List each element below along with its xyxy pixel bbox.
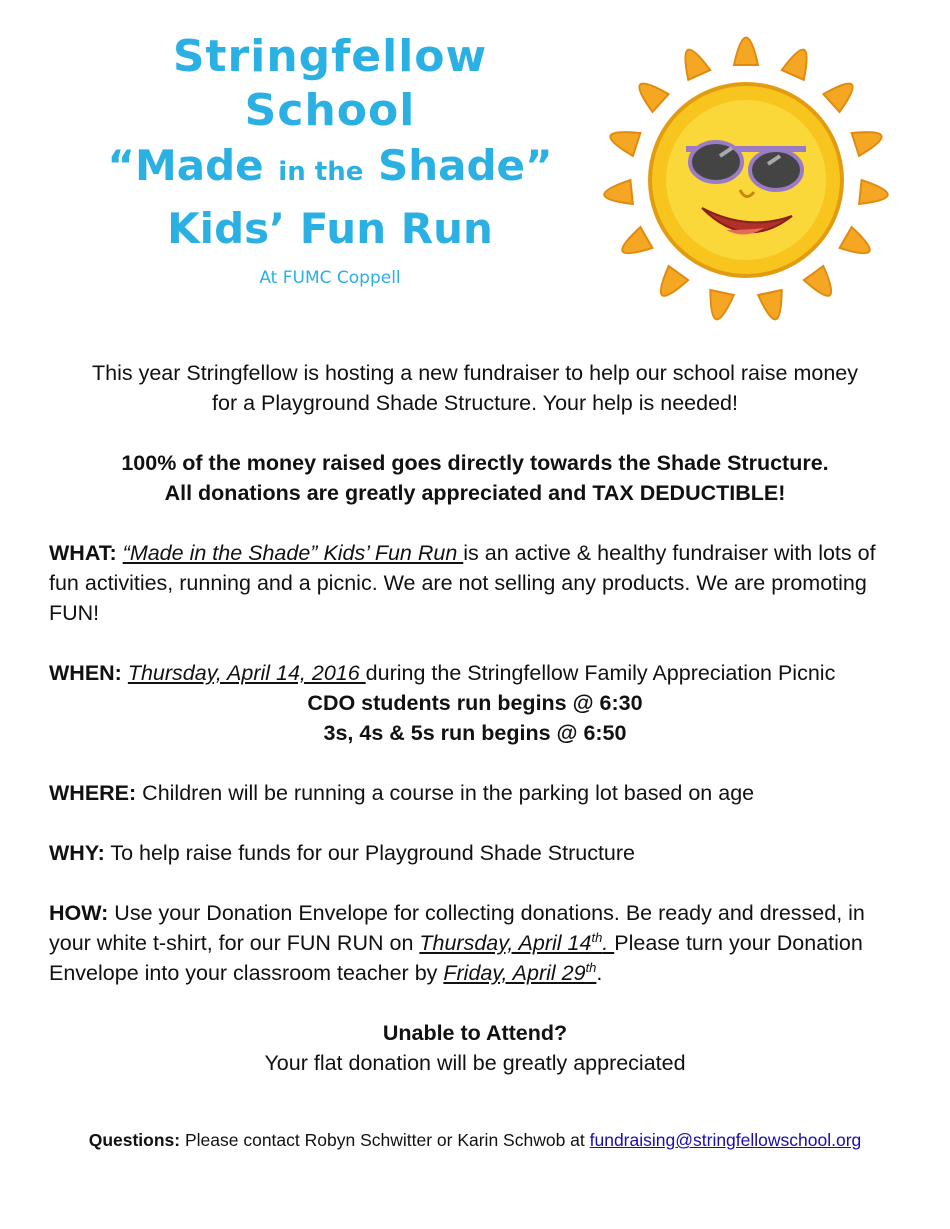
run-time-cdo: CDO students run begins @ 6:30 — [307, 691, 643, 715]
unable-heading: Unable to Attend? — [382, 1021, 568, 1045]
intro-paragraph: This year Stringfellow is hosting a new fundraiser to help our school raise money for a Playground Shade Structure. Your help is needed! — [91, 361, 859, 415]
unable-text: Your flat donation will be greatly appreciated — [264, 1051, 686, 1075]
event-name: Kids’ Fun Run — [167, 204, 493, 253]
highlight-paragraph: 100% of the money raised goes directly towards the Shade Structure. All donations are greatly appreciated and TAX DEDUCTIBLE! — [121, 451, 829, 505]
why-section: WHY: To help raise funds for our Playground Shade Structure — [49, 841, 635, 865]
school-name: Stringfellow School — [172, 31, 488, 136]
when-section: WHEN: Thursday, April 14, 2016 during the Stringfellow Family Appreciation Picnic — [49, 661, 836, 685]
what-section: WHAT: “Made in the Shade” Kids’ Fun Run is an active & healthy fundraiser with lots of fun activities, running and a picnic. We are not selling any products. We are promoting FUN! — [49, 541, 876, 625]
run-time-345: 3s, 4s & 5s run begins @ 6:50 — [323, 721, 627, 745]
where-section: WHERE: Children will be running a course in the parking lot based on age — [49, 781, 755, 805]
flyer-title — [90, 30, 570, 298]
questions-footer: Questions: Please contact Robyn Schwitter or Karin Schwob at fundraising@stringfellowschool.org — [88, 1130, 862, 1150]
sun-with-sunglasses-icon — [596, 8, 892, 352]
event-location: At FUMC Coppell — [259, 268, 401, 288]
contact-email-link[interactable]: fundraising@stringfellowschool.org — [589, 1130, 862, 1150]
event-subtitle: “Made in the Shade” — [107, 141, 553, 190]
flyer-body — [49, 358, 901, 1078]
how-section: HOW: Use your Donation Envelope for collecting donations. Be ready and dressed, in your white t-shirt, for our FUN RUN on Thursday, April 14th. Please turn your Donation Envelope into your classroom teacher by Friday, April 29th. — [49, 901, 865, 985]
